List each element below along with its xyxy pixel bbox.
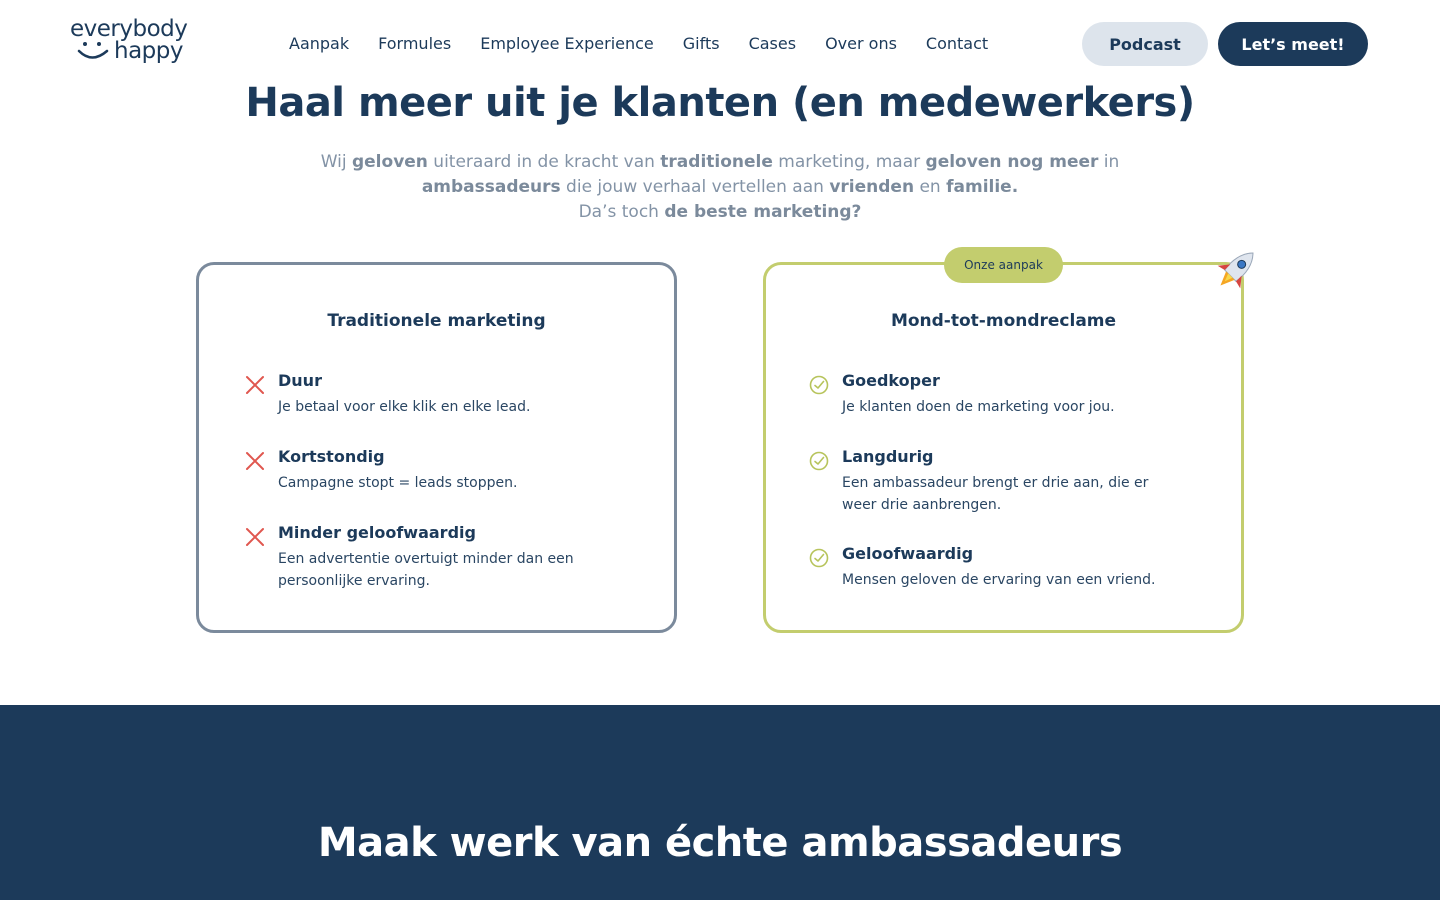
subtitle-bold-text: geloven nog meer xyxy=(925,152,1099,172)
cross-icon xyxy=(245,451,265,471)
onze-aanpak-badge: Onze aanpak xyxy=(944,247,1063,283)
nav-item-formules[interactable]: Formules xyxy=(378,34,452,53)
logo-text-everybody: everybody xyxy=(70,16,188,42)
subtitle-bold-text: de beste marketing? xyxy=(664,202,862,222)
rocket-icon xyxy=(1208,244,1264,296)
item-title: Langdurig xyxy=(842,447,934,466)
ambassadors-section xyxy=(0,705,1440,900)
item-description: Je betaal voor elke klik en elke lead. xyxy=(278,399,531,415)
subtitle-bold-text: familie. xyxy=(946,177,1019,197)
subtitle-bold-text: traditionele xyxy=(660,152,773,172)
word-of-mouth-card xyxy=(763,262,1244,633)
nav-item-over-ons[interactable]: Over ons xyxy=(825,34,897,53)
subtitle-bold-text: vrienden xyxy=(829,177,915,197)
subtitle-bold-text: ambassadeurs xyxy=(421,177,561,197)
subtitle-text: die jouw verhaal vertellen aan xyxy=(560,177,830,197)
nav-item-cases[interactable]: Cases xyxy=(748,34,797,53)
cross-icon xyxy=(245,375,265,395)
item-description: Een advertentie overtuigt minder dan een persoonlijke ervaring. xyxy=(278,551,574,589)
main-nav xyxy=(289,34,1017,54)
item-title: Goedkoper xyxy=(842,371,940,390)
smiley-icon xyxy=(76,40,110,62)
subtitle-text: uiteraard in de kracht van xyxy=(427,152,661,172)
item-title: Minder geloofwaardig xyxy=(278,523,476,542)
item-title: Kortstondig xyxy=(278,447,385,466)
card-title: Traditionele marketing xyxy=(327,311,546,331)
traditional-marketing-card xyxy=(196,262,677,633)
item-description: Mensen geloven de ervaring van een vriend. xyxy=(842,572,1156,588)
section-title: Maak werk van échte ambassadeurs xyxy=(317,820,1123,866)
nav-item-employee-experience[interactable]: Employee Experience xyxy=(480,34,654,53)
cross-icon xyxy=(245,527,265,547)
item-description: Je klanten doen de marketing voor jou. xyxy=(842,399,1115,415)
item-description: Campagne stopt = leads stoppen. xyxy=(278,475,518,491)
nav-item-gifts[interactable]: Gifts xyxy=(682,34,720,53)
lets-meet-button[interactable]: Let’s meet! xyxy=(1218,22,1368,66)
logo-text-happy: happy xyxy=(114,38,183,64)
everybody-happy-logo[interactable] xyxy=(70,16,210,70)
check-circle-icon xyxy=(809,375,829,395)
site-header xyxy=(0,0,1440,88)
item-title: Geloofwaardig xyxy=(842,544,974,563)
subtitle-text: in xyxy=(1098,152,1120,172)
subtitle-bold-text: geloven xyxy=(351,152,428,172)
page-title: Haal meer uit je klanten (en medewerkers) xyxy=(245,80,1195,126)
nav-item-contact[interactable]: Contact xyxy=(925,34,989,53)
check-circle-icon xyxy=(809,451,829,471)
item-description: Een ambassadeur brengt er drie aan, die er weer drie aanbrengen. xyxy=(842,475,1149,513)
podcast-button[interactable]: Podcast xyxy=(1082,22,1208,66)
nav-item-aanpak[interactable]: Aanpak xyxy=(289,34,350,53)
check-circle-icon xyxy=(809,548,829,568)
subtitle-text: en xyxy=(914,177,947,197)
subtitle-text: Da’s toch xyxy=(578,202,665,222)
subtitle-text: Wij xyxy=(320,152,352,172)
item-title: Duur xyxy=(278,371,322,390)
subtitle-text: marketing, maar xyxy=(772,152,926,172)
card-title: Mond-tot-mondreclame xyxy=(890,311,1117,331)
hero-subtitle xyxy=(300,150,1140,225)
